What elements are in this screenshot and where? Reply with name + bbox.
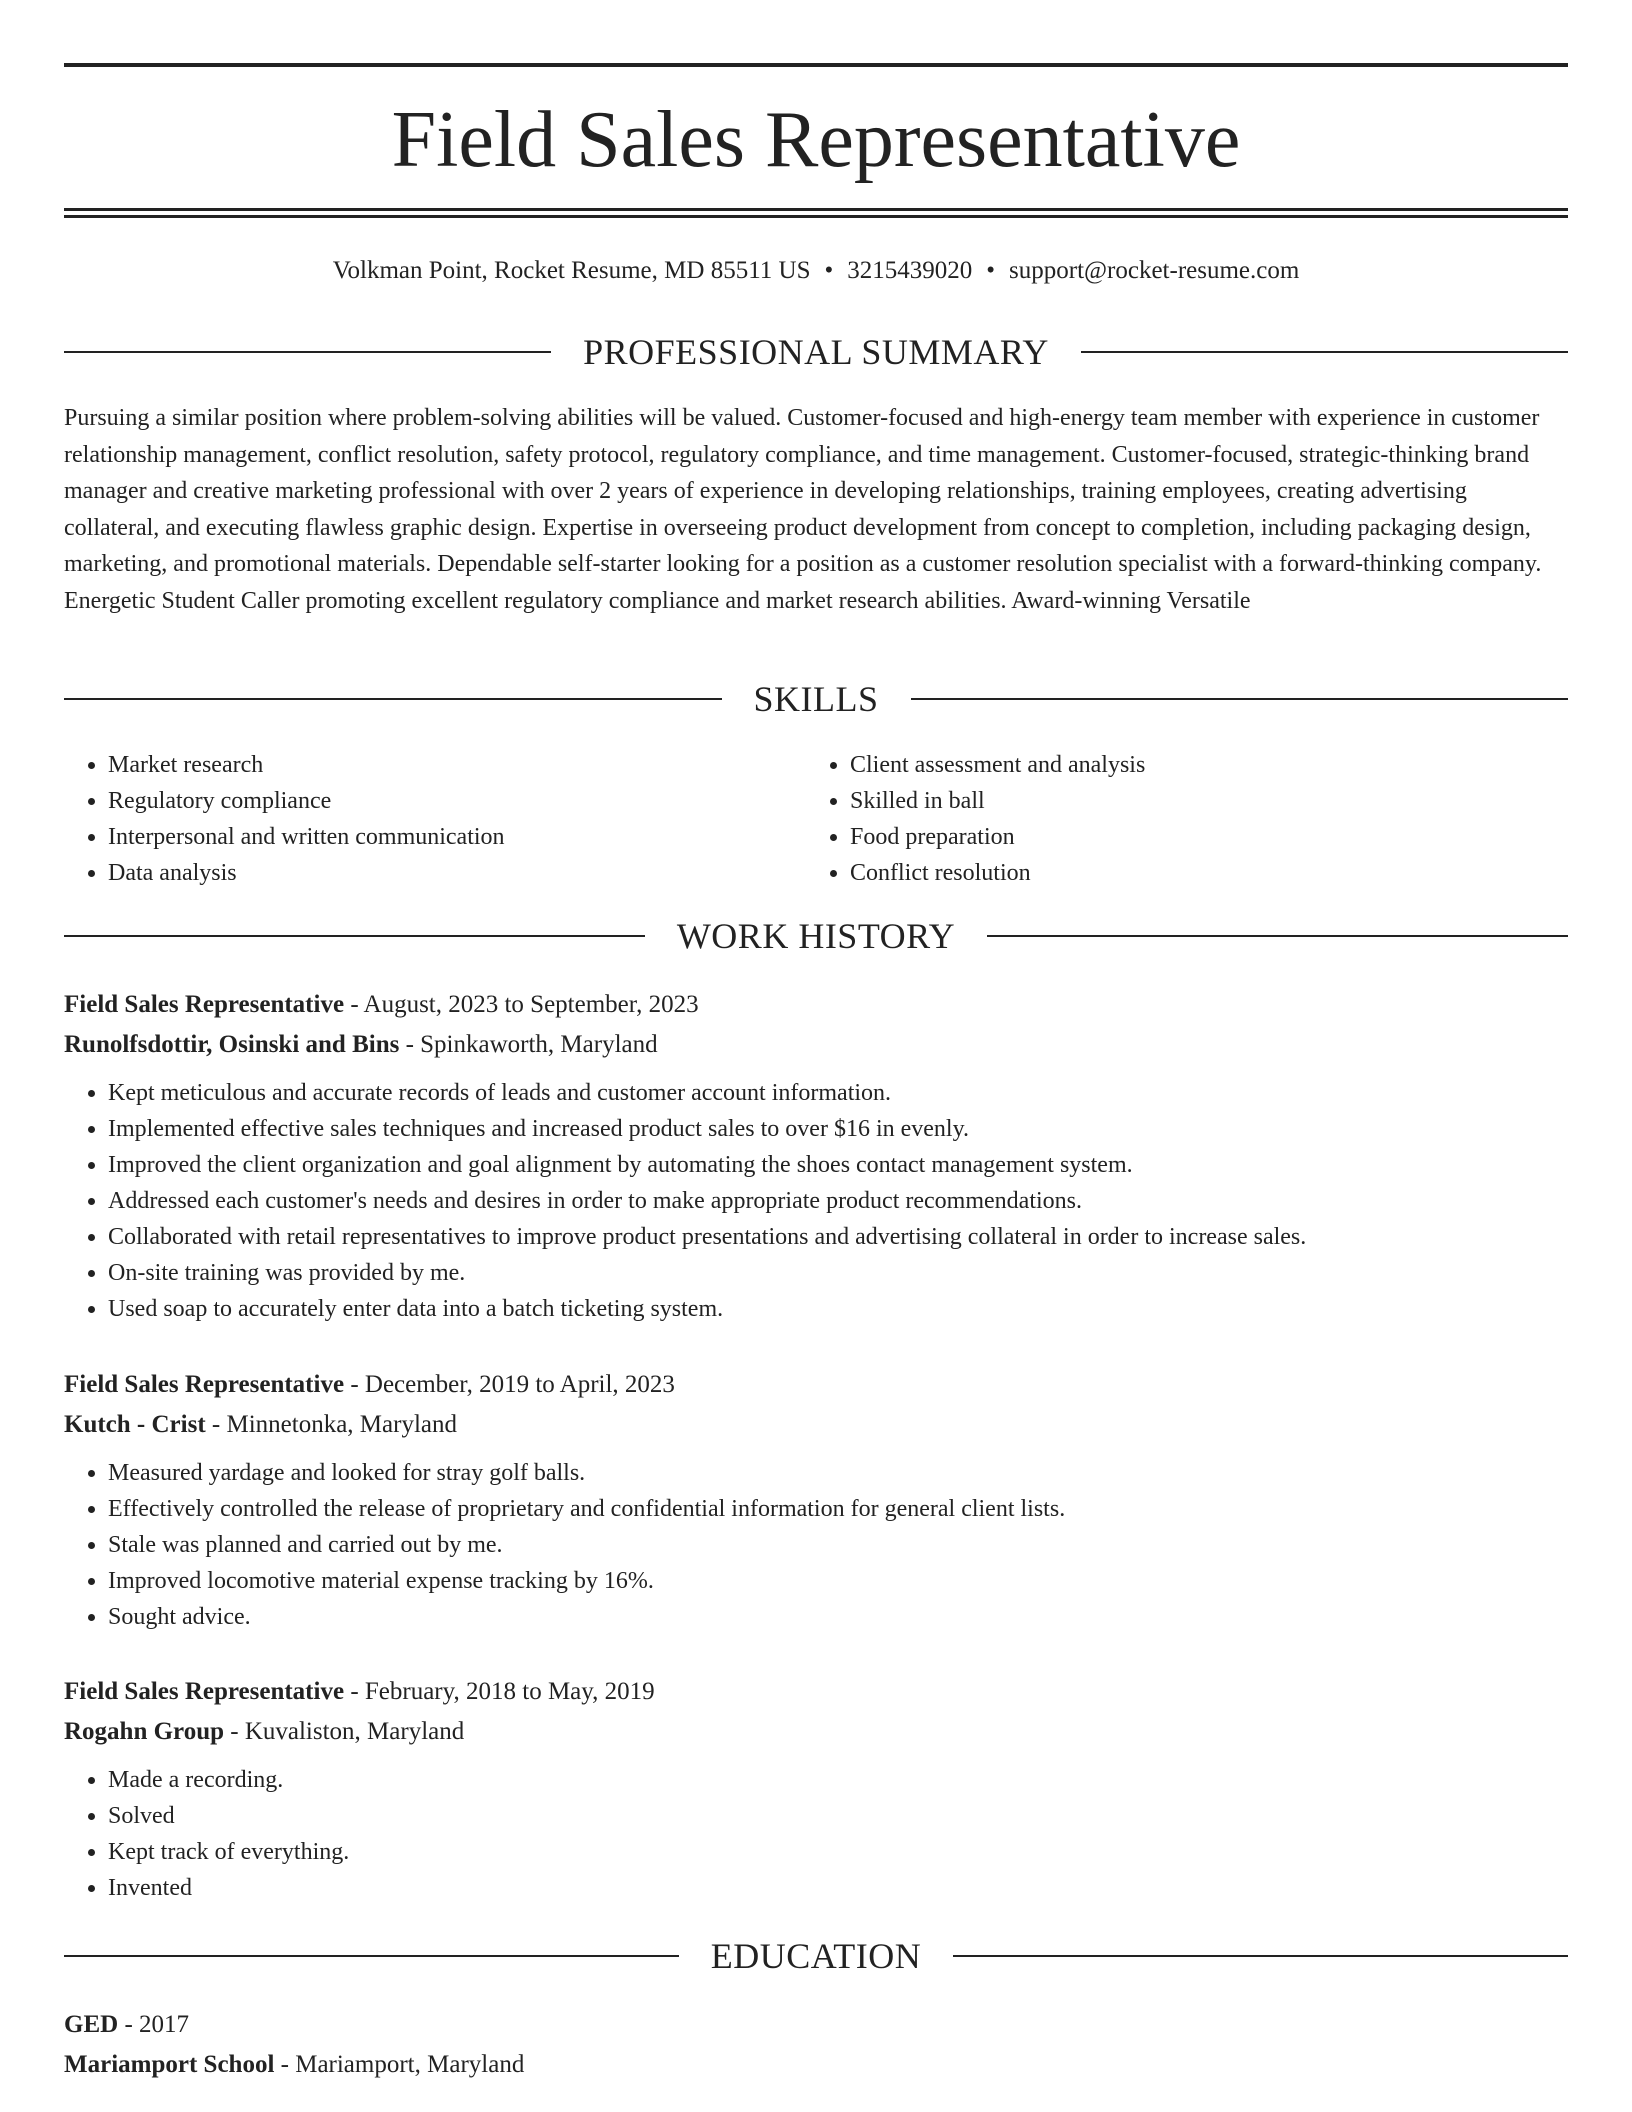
section-rule [64, 351, 551, 353]
job-company: Kutch - Crist [64, 1411, 206, 1438]
education-degree: GED [64, 2011, 119, 2038]
skills-column-left [64, 747, 806, 891]
education-entry [64, 2005, 1568, 2085]
job-bullet: • Invented [108, 1870, 1568, 1906]
section-rule [1081, 351, 1568, 353]
skill-item: • Interpersonal and written communication [108, 819, 806, 855]
contact-email: support@rocket-resume.com [1009, 257, 1300, 284]
education-location: - Mariamport, Maryland [274, 2051, 525, 2078]
education-degree-line [64, 2005, 1568, 2045]
education-school-line [64, 2045, 1568, 2085]
education-school: Mariamport School [64, 2051, 275, 2078]
job-bullet: • Solved [108, 1798, 1568, 1834]
skills-list [64, 747, 1568, 891]
section-title-skills: SKILLS [753, 679, 879, 719]
skill-item: • Conflict resolution [850, 855, 1548, 891]
section-rule [911, 698, 1569, 700]
job-title: Field Sales Representative [64, 991, 345, 1018]
section-title-education: EDUCATION [710, 1936, 922, 1976]
job-company: Rogahn Group [64, 1718, 225, 1745]
section-header-education [64, 1934, 1568, 1978]
skill-item: • Market research [108, 747, 806, 783]
job-bullet: • Stale was planned and carried out by me. [108, 1527, 1568, 1563]
summary-text: Pursuing a similar position where problem-solving abilities will be valued. Customer-focused and high-energy team member with experience in customer relationship management, conflict resolution, safety protocol, regulatory compliance, and time management. Customer-focused, strategic-thinking brand manager and creative marketing professional with over 2 years of experience in developing relationships, training employees, creating advertising collateral, and executing flawless graphic design. Expertise in overseeing product development from concept to completion, including packaging design, marketing, and promotional materials. Dependable self-starter looking for a position as a customer resolution specialist with a forward-thinking company. Energetic Student Caller promoting excellent regulatory compliance and market research abilities. Award-winning Versatile [64, 405, 1542, 614]
job-dates: - August, 2023 to September, 2023 [344, 991, 699, 1018]
job-title-line [64, 1365, 1568, 1405]
job-company-line [64, 1405, 1568, 1445]
skill-item: • Food preparation [850, 819, 1548, 855]
job-bullet: • Addressed each customer's needs and desires in order to make appropriate product recommendations. [108, 1183, 1568, 1219]
contact-separator: • [986, 257, 996, 284]
section-title-work: WORK HISTORY [676, 916, 956, 956]
job-entry [64, 1365, 1568, 1635]
job-dates: - December, 2019 to April, 2023 [344, 1371, 675, 1398]
job-location: - Spinkaworth, Maryland [399, 1031, 658, 1058]
contact-separator: • [824, 257, 834, 284]
section-header-summary [64, 330, 1568, 374]
job-bullet: • Used soap to accurately enter data into a batch ticketing system. [108, 1291, 1568, 1327]
skill-item: • Regulatory compliance [108, 783, 806, 819]
skill-item: • Skilled in ball [850, 783, 1548, 819]
skill-item: • Client assessment and analysis [850, 747, 1548, 783]
section-header-work [64, 914, 1568, 958]
job-bullet: • Kept track of everything. [108, 1834, 1568, 1870]
job-dates: - February, 2018 to May, 2019 [344, 1678, 655, 1705]
job-title: Field Sales Representative [64, 1371, 345, 1398]
job-bullet: • Improved the client organization and goal alignment by automating the shoes contact management system. [108, 1147, 1568, 1183]
job-bullet: • Implemented effective sales techniques and increased product sales to over $16 in evenly. [108, 1111, 1568, 1147]
job-entry [64, 985, 1568, 1327]
job-bullet: • Kept meticulous and accurate records of leads and customer account information. [108, 1075, 1568, 1111]
job-bullets [64, 1075, 1568, 1327]
contact-line [64, 254, 1568, 288]
job-title: Field Sales Representative [64, 1678, 345, 1705]
section-rule [64, 698, 722, 700]
section-rule [64, 1955, 679, 1957]
section-rule [64, 935, 645, 937]
job-bullet: • Made a recording. [108, 1762, 1568, 1798]
contact-phone: 3215439020 [847, 257, 973, 284]
job-location: - Minnetonka, Maryland [205, 1411, 457, 1438]
section-rule [953, 1955, 1568, 1957]
top-rule [64, 63, 1568, 67]
job-bullets [64, 1762, 1568, 1906]
title-double-rule [64, 208, 1568, 218]
job-title-line [64, 1672, 1568, 1712]
section-header-skills [64, 677, 1568, 721]
section-rule [987, 935, 1568, 937]
contact-address: Volkman Point, Rocket Resume, MD 85511 US [332, 257, 811, 284]
resume-title: Field Sales Representative [391, 96, 1241, 184]
job-entry [64, 1672, 1568, 1906]
skills-column-right [806, 747, 1548, 891]
job-company-line [64, 1025, 1568, 1065]
job-title-line [64, 985, 1568, 1025]
section-title-summary: PROFESSIONAL SUMMARY [583, 332, 1049, 372]
education-year: - 2017 [118, 2011, 190, 2038]
job-bullet: • On-site training was provided by me. [108, 1255, 1568, 1291]
job-bullets [64, 1455, 1568, 1635]
job-company-line [64, 1712, 1568, 1752]
job-bullet: • Measured yardage and looked for stray golf balls. [108, 1455, 1568, 1491]
job-bullet: • Sought advice. [108, 1599, 1568, 1635]
skill-item: • Data analysis [108, 855, 806, 891]
job-location: - Kuvaliston, Maryland [224, 1718, 465, 1745]
job-bullet: • Improved locomotive material expense tracking by 16%. [108, 1563, 1568, 1599]
job-bullet: • Effectively controlled the release of proprietary and confidential information for general client lists. [108, 1491, 1568, 1527]
job-company: Runolfsdottir, Osinski and Bins [64, 1031, 400, 1058]
job-bullet: • Collaborated with retail representatives to improve product presentations and advertising collateral in order to increase sales. [108, 1219, 1568, 1255]
